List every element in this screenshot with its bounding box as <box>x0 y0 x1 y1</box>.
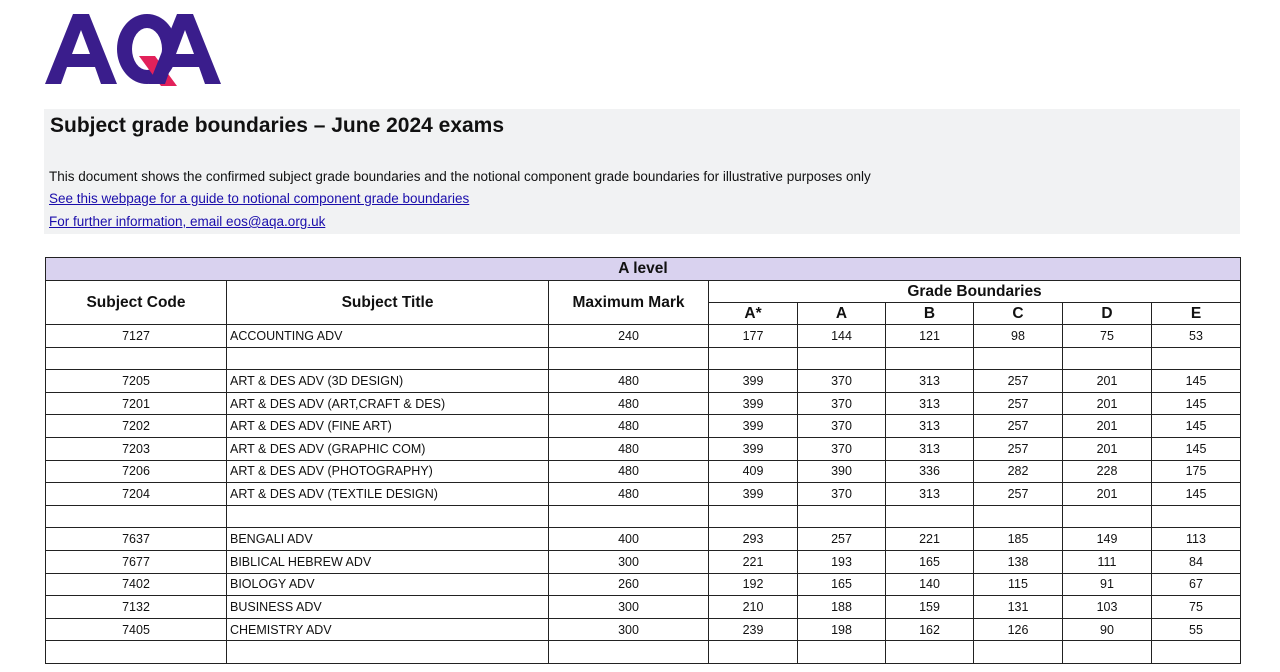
grade-boundary-cell: 201 <box>1063 370 1152 393</box>
grade-boundary-cell: 399 <box>709 437 798 460</box>
grade-boundary-cell <box>974 505 1063 528</box>
grade-boundary-cell: 228 <box>1063 460 1152 483</box>
subject-title-cell: BIOLOGY ADV <box>227 573 549 596</box>
grade-boundary-cell: 282 <box>974 460 1063 483</box>
grade-boundary-cell: 336 <box>886 460 974 483</box>
grade-boundary-cell: 239 <box>709 618 798 641</box>
grade-boundary-cell <box>974 347 1063 370</box>
grade-boundary-cell: 138 <box>974 550 1063 573</box>
table-row <box>46 347 1241 370</box>
grade-boundary-cell: 390 <box>798 460 886 483</box>
header-subject-title: Subject Title <box>227 281 549 325</box>
table-row <box>46 641 1241 664</box>
maximum-mark-cell <box>549 641 709 664</box>
grade-boundary-cell: 145 <box>1152 483 1241 506</box>
maximum-mark-cell: 480 <box>549 437 709 460</box>
grade-boundary-cell: 53 <box>1152 325 1241 348</box>
grade-header: A <box>798 303 886 325</box>
level-banner: A level <box>46 258 1241 281</box>
grade-header: B <box>886 303 974 325</box>
subject-title-cell: ART & DES ADV (3D DESIGN) <box>227 370 549 393</box>
table-row <box>46 573 1241 596</box>
grade-boundary-cell: 165 <box>886 550 974 573</box>
grade-boundary-cell: 144 <box>798 325 886 348</box>
grade-header: D <box>1063 303 1152 325</box>
grade-boundary-cell: 111 <box>1063 550 1152 573</box>
header-panel <box>44 109 1240 234</box>
maximum-mark-cell: 400 <box>549 528 709 551</box>
header-subject-code: Subject Code <box>46 281 227 325</box>
grade-boundary-cell: 257 <box>974 370 1063 393</box>
subject-code-cell: 7202 <box>46 415 227 438</box>
grade-boundary-cell: 409 <box>709 460 798 483</box>
table-row <box>46 325 1241 348</box>
table-row <box>46 505 1241 528</box>
grade-boundary-cell <box>798 505 886 528</box>
grade-boundary-cell: 115 <box>974 573 1063 596</box>
grade-boundary-cell <box>1152 347 1241 370</box>
maximum-mark-cell: 480 <box>549 483 709 506</box>
maximum-mark-cell: 260 <box>549 573 709 596</box>
grade-boundary-cell: 201 <box>1063 415 1152 438</box>
grade-header: E <box>1152 303 1241 325</box>
grade-boundary-cell: 185 <box>974 528 1063 551</box>
maximum-mark-cell <box>549 505 709 528</box>
grade-boundary-cell: 257 <box>974 437 1063 460</box>
grade-boundary-cell: 145 <box>1152 437 1241 460</box>
grade-boundary-cell <box>886 505 974 528</box>
grade-boundary-cell: 145 <box>1152 392 1241 415</box>
grade-boundary-cell: 399 <box>709 415 798 438</box>
grade-boundary-cell: 177 <box>709 325 798 348</box>
grade-boundary-cell: 175 <box>1152 460 1241 483</box>
table-row <box>46 460 1241 483</box>
grade-boundary-cell: 313 <box>886 415 974 438</box>
grade-boundary-cell: 55 <box>1152 618 1241 641</box>
table-row <box>46 392 1241 415</box>
grade-boundary-cell <box>1063 505 1152 528</box>
grade-boundary-cell: 257 <box>974 483 1063 506</box>
grade-boundary-cell <box>1152 505 1241 528</box>
subject-code-cell: 7201 <box>46 392 227 415</box>
subject-code-cell <box>46 505 227 528</box>
grade-boundary-cell: 162 <box>886 618 974 641</box>
grade-boundary-cell: 370 <box>798 392 886 415</box>
grade-boundary-cell: 90 <box>1063 618 1152 641</box>
subject-title-cell: ART & DES ADV (ART,CRAFT & DES) <box>227 392 549 415</box>
subject-code-cell: 7132 <box>46 596 227 619</box>
grade-boundary-cell: 399 <box>709 392 798 415</box>
grade-boundary-cell: 67 <box>1152 573 1241 596</box>
subject-title-cell: BUSINESS ADV <box>227 596 549 619</box>
subject-code-cell <box>46 641 227 664</box>
grade-boundary-cell: 75 <box>1063 325 1152 348</box>
grade-boundaries-table <box>45 257 1241 664</box>
maximum-mark-cell: 300 <box>549 550 709 573</box>
table-row <box>46 550 1241 573</box>
header-maximum-mark: Maximum Mark <box>549 281 709 325</box>
table-row <box>46 596 1241 619</box>
grade-boundary-cell: 84 <box>1152 550 1241 573</box>
grade-boundary-cell: 293 <box>709 528 798 551</box>
grade-boundary-cell <box>974 641 1063 664</box>
grade-boundary-cell: 198 <box>798 618 886 641</box>
subject-title-cell: ART & DES ADV (FINE ART) <box>227 415 549 438</box>
subject-code-cell: 7637 <box>46 528 227 551</box>
grade-boundary-cell: 370 <box>798 370 886 393</box>
grade-boundary-cell: 75 <box>1152 596 1241 619</box>
grade-boundary-cell: 98 <box>974 325 1063 348</box>
grade-boundary-cell: 370 <box>798 483 886 506</box>
header-grade-boundaries: Grade Boundaries <box>709 281 1241 303</box>
subject-code-cell: 7677 <box>46 550 227 573</box>
subject-title-cell: BIBLICAL HEBREW ADV <box>227 550 549 573</box>
grade-boundary-cell <box>709 641 798 664</box>
grade-boundary-cell: 113 <box>1152 528 1241 551</box>
grade-boundary-cell <box>886 641 974 664</box>
grade-boundary-cell: 145 <box>1152 370 1241 393</box>
grade-boundary-cell: 370 <box>798 415 886 438</box>
subject-code-cell: 7127 <box>46 325 227 348</box>
table-row <box>46 528 1241 551</box>
grade-boundary-cell: 257 <box>798 528 886 551</box>
grade-boundary-cell: 201 <box>1063 483 1152 506</box>
subject-code-cell: 7405 <box>46 618 227 641</box>
grade-boundary-cell <box>798 347 886 370</box>
subject-title-cell: BENGALI ADV <box>227 528 549 551</box>
grade-boundary-cell <box>1063 347 1152 370</box>
grade-boundary-cell: 210 <box>709 596 798 619</box>
table-row <box>46 618 1241 641</box>
grade-boundary-cell <box>798 641 886 664</box>
maximum-mark-cell: 300 <box>549 618 709 641</box>
subject-code-cell: 7203 <box>46 437 227 460</box>
grade-boundary-cell: 192 <box>709 573 798 596</box>
subject-title-cell <box>227 505 549 528</box>
maximum-mark-cell: 480 <box>549 415 709 438</box>
page-title: Subject grade boundaries – June 2024 exams <box>50 114 505 137</box>
grade-rows <box>46 325 1241 664</box>
maximum-mark-cell: 480 <box>549 460 709 483</box>
grade-boundary-cell <box>709 347 798 370</box>
table-row <box>46 437 1241 460</box>
grade-boundary-cell: 257 <box>974 415 1063 438</box>
grade-boundary-cell <box>709 505 798 528</box>
subject-code-cell: 7206 <box>46 460 227 483</box>
grade-boundary-cell: 126 <box>974 618 1063 641</box>
maximum-mark-cell: 480 <box>549 370 709 393</box>
grade-boundary-cell: 313 <box>886 370 974 393</box>
maximum-mark-cell <box>549 347 709 370</box>
maximum-mark-cell: 300 <box>549 596 709 619</box>
grade-boundary-cell <box>1152 641 1241 664</box>
document-description: This document shows the confirmed subject grade boundaries and the notional component grade boundaries for illustrative purposes only <box>49 169 871 184</box>
grade-boundary-cell: 313 <box>886 437 974 460</box>
grade-boundary-cell: 140 <box>886 573 974 596</box>
grade-boundary-cell: 121 <box>886 325 974 348</box>
grade-header: C <box>974 303 1063 325</box>
grade-boundary-cell: 91 <box>1063 573 1152 596</box>
grade-boundary-cell: 193 <box>798 550 886 573</box>
guide-link[interactable]: See this webpage for a guide to notional component grade boundaries <box>49 191 470 206</box>
grade-boundary-cell: 103 <box>1063 596 1152 619</box>
subject-code-cell <box>46 347 227 370</box>
grade-boundary-cell: 370 <box>798 437 886 460</box>
grade-header: A* <box>709 303 798 325</box>
grade-boundary-cell: 221 <box>709 550 798 573</box>
grade-boundary-cell: 221 <box>886 528 974 551</box>
subject-title-cell: ACCOUNTING ADV <box>227 325 549 348</box>
grade-boundary-cell: 201 <box>1063 437 1152 460</box>
table-row <box>46 415 1241 438</box>
aqa-logo <box>43 10 221 90</box>
maximum-mark-cell: 480 <box>549 392 709 415</box>
maximum-mark-cell: 240 <box>549 325 709 348</box>
grade-boundary-cell: 145 <box>1152 415 1241 438</box>
table-row <box>46 370 1241 393</box>
grade-boundary-cell <box>1063 641 1152 664</box>
grade-boundary-cell: 257 <box>974 392 1063 415</box>
subject-title-cell: ART & DES ADV (GRAPHIC COM) <box>227 437 549 460</box>
grade-boundary-cell: 313 <box>886 392 974 415</box>
subject-title-cell: CHEMISTRY ADV <box>227 618 549 641</box>
subject-title-cell <box>227 347 549 370</box>
grade-boundary-cell: 313 <box>886 483 974 506</box>
grade-boundary-cell: 131 <box>974 596 1063 619</box>
subject-title-cell <box>227 641 549 664</box>
subject-title-cell: ART & DES ADV (PHOTOGRAPHY) <box>227 460 549 483</box>
grade-boundary-cell: 201 <box>1063 392 1152 415</box>
subject-code-cell: 7402 <box>46 573 227 596</box>
grade-boundary-cell: 399 <box>709 370 798 393</box>
subject-title-cell: ART & DES ADV (TEXTILE DESIGN) <box>227 483 549 506</box>
grade-boundary-cell: 159 <box>886 596 974 619</box>
grade-boundary-cell: 165 <box>798 573 886 596</box>
contact-email-link[interactable]: For further information, email eos@aqa.org.uk <box>49 214 326 229</box>
grade-boundary-cell: 188 <box>798 596 886 619</box>
subject-code-cell: 7205 <box>46 370 227 393</box>
table-row <box>46 483 1241 506</box>
grade-boundary-cell <box>886 347 974 370</box>
grade-boundary-cell: 149 <box>1063 528 1152 551</box>
subject-code-cell: 7204 <box>46 483 227 506</box>
grade-boundary-cell: 399 <box>709 483 798 506</box>
